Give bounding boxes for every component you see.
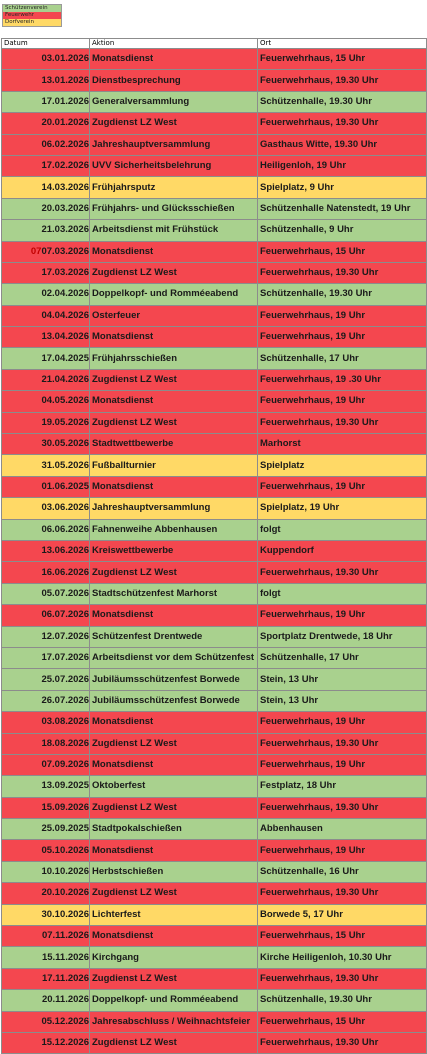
table-row [2,177,427,198]
table-row [2,1032,427,1053]
column-header-action: Aktion [90,39,258,49]
event-action: Arbeitsdienst vor dem Schützenfest [90,647,258,668]
table-row [2,647,427,668]
event-place: Sportplatz Drentwede, 18 Uhr [258,626,427,647]
table-row [2,904,427,925]
event-date [2,819,90,840]
table-row [2,861,427,882]
event-place: Schützenhalle, 17 Uhr [258,647,427,668]
event-date [2,605,90,626]
event-action: Monatsdienst [90,605,258,626]
table-row [2,840,427,861]
event-action: Monatsdienst [90,327,258,348]
event-action: Monatsdienst [90,391,258,412]
event-place: Feuerwehrhaus, 15 Uhr [258,1011,427,1032]
event-date [2,861,90,882]
event-date-text: 20.01.2026 [41,117,89,129]
event-date [2,797,90,818]
event-action: Monatsdienst [90,754,258,775]
event-date-text: 01.06.2025 [41,481,89,492]
event-place: Schützenhalle, 17 Uhr [258,348,427,369]
event-date-text: 19.05.2026 [41,416,89,428]
event-action: Jahresabschluss / Weihnachtsfeier [90,1011,258,1032]
event-date [2,134,90,155]
table-row [2,91,427,112]
event-date-text: 18.08.2026 [41,737,89,749]
event-action: Zugdienst LZ West [90,968,258,989]
event-place: Kuppendorf [258,540,427,561]
event-place: Festplatz, 18 Uhr [258,776,427,797]
event-action: Monatsdienst [90,840,258,861]
event-date-text: 13.09.2025 [41,780,89,792]
event-place: Feuerwehrhaus, 19 Uhr [258,391,427,412]
table-row [2,198,427,219]
event-date-text: 10.10.2026 [41,866,89,878]
event-date [2,412,90,433]
event-place: Spielplatz, 9 Uhr [258,177,427,198]
event-date [2,49,90,70]
table-row [2,476,427,497]
event-action: Monatsdienst [90,926,258,947]
table-row [2,968,427,989]
event-place: Feuerwehrhaus, 19 .30 Uhr [258,369,427,390]
event-date [2,348,90,369]
event-date-text: 06.02.2026 [41,138,89,150]
event-place: Spielplatz, 19 Uhr [258,498,427,519]
event-date-text: 21.03.2026 [41,224,89,236]
event-date-text: 05.12.2026 [41,1015,89,1027]
table-row [2,70,427,91]
event-place: Schützenhalle, 19.30 Uhr [258,91,427,112]
table-row [2,134,427,155]
event-action: Kreiswettbewerbe [90,540,258,561]
event-place: Feuerwehrhaus, 19 Uhr [258,754,427,775]
event-date [2,947,90,968]
event-date [2,690,90,711]
event-place: Marhorst [258,434,427,455]
event-date-text: 06.06.2026 [41,523,89,535]
event-place: Schützenhalle, 9 Uhr [258,220,427,241]
event-place: Feuerwehrhaus, 19 Uhr [258,476,427,497]
legend-item-dorfverein: Dorfverein [3,19,61,26]
table-row [2,990,427,1011]
event-action: Zugdienst LZ West [90,1032,258,1053]
column-header-date: Datum [2,39,90,49]
event-date [2,177,90,198]
table-row [2,797,427,818]
table-row [2,49,427,70]
event-action: Monatsdienst [90,49,258,70]
event-date [2,369,90,390]
event-action: Fahnenweihe Abbenhausen [90,519,258,540]
event-date-text: 31.05.2026 [41,459,89,471]
event-action: Jubiläumsschützenfest Borwede [90,669,258,690]
table-row [2,519,427,540]
table-row [2,690,427,711]
event-date [2,476,90,497]
event-date-text: 15.09.2026 [41,801,89,813]
event-action: Arbeitsdienst mit Frühstück [90,220,258,241]
event-action: Schützenfest Drentwede [90,626,258,647]
event-date [2,198,90,219]
table-row [2,369,427,390]
event-action: Stadtpokalschießen [90,819,258,840]
event-action: Zugdienst LZ West [90,883,258,904]
event-date [2,904,90,925]
event-place: Feuerwehrhaus, 19 Uhr [258,840,427,861]
event-date [2,990,90,1011]
event-date [2,968,90,989]
table-row [2,669,427,690]
event-action: Fußballturnier [90,455,258,476]
event-date [2,562,90,583]
event-place: Feuerwehrhaus, 19.30 Uhr [258,562,427,583]
event-place: Abbenhausen [258,819,427,840]
event-date-text: 04.04.2026 [41,309,89,321]
event-place: Heiligenloh, 19 Uhr [258,155,427,176]
event-place: Schützenhalle, 16 Uhr [258,861,427,882]
event-date [2,883,90,904]
event-place: Schützenhalle, 19.30 Uhr [258,990,427,1011]
event-action: Herbstschießen [90,861,258,882]
table-row [2,305,427,326]
table-row [2,155,427,176]
event-place: Feuerwehrhaus, 15 Uhr [258,49,427,70]
event-date-text: 17.07.2026 [41,652,89,664]
event-date-text: 17.03.2026 [41,267,89,279]
event-date [2,498,90,519]
event-action: Monatsdienst [90,476,258,497]
table-row [2,1011,427,1032]
event-date-text: 06.07.2026 [41,609,89,621]
event-date-text: 21.04.2026 [41,374,89,386]
event-date-text: 17.01.2026 [41,95,89,107]
event-place: Schützenhalle, 19.30 Uhr [258,284,427,305]
event-date [2,113,90,134]
event-date [2,220,90,241]
event-place: Stein, 13 Uhr [258,690,427,711]
event-place: Feuerwehrhaus, 19.30 Uhr [258,412,427,433]
event-date-text: 25.07.2026 [41,673,89,685]
event-date-text: 17.11.2026 [41,972,89,984]
schedule-table [1,38,427,1054]
event-place: Stein, 13 Uhr [258,669,427,690]
event-place: Feuerwehrhaus, 15 Uhr [258,241,427,262]
event-place: Feuerwehrhaus, 19.30 Uhr [258,70,427,91]
event-date [2,647,90,668]
event-date [2,669,90,690]
event-date-text: 13.01.2026 [41,74,89,86]
event-date [2,241,90,262]
legend-item-schuetzenverein: Schützenverein [3,5,61,12]
event-action: Stadtschützenfest Marhorst [90,583,258,604]
table-row [2,819,427,840]
event-place: Gasthaus Witte, 19.30 Uhr [258,134,427,155]
event-place: Schützenhalle Natenstedt, 19 Uhr [258,198,427,219]
event-date [2,626,90,647]
event-date-text: 25.09.2025 [41,823,89,835]
event-date-text: 15.11.2026 [41,951,89,963]
event-date-text: 05.10.2026 [41,844,89,856]
event-date-text: 16.06.2026 [41,566,89,578]
event-date [2,327,90,348]
event-date [2,70,90,91]
table-row [2,540,427,561]
event-date-text: 20.03.2026 [41,202,89,214]
event-action: Zugdienst LZ West [90,733,258,754]
event-date [2,305,90,326]
table-row [2,327,427,348]
event-date-text: 20.11.2026 [41,994,89,1006]
event-date-text: 05.07.2026 [41,587,89,599]
event-action: Lichterfest [90,904,258,925]
event-date [2,155,90,176]
event-date-text: 20.10.2026 [41,887,89,899]
table-row [2,412,427,433]
event-date [2,455,90,476]
table-row [2,434,427,455]
table-row [2,455,427,476]
table-row [2,348,427,369]
event-date [2,519,90,540]
date-prefix-mark: 07 [30,245,42,257]
event-date-text: 26.07.2026 [41,694,89,706]
event-action: Zugdienst LZ West [90,369,258,390]
event-date-text: 17.04.2025 [41,352,89,364]
table-row [2,754,427,775]
table-row [2,583,427,604]
event-date-text: 03.08.2026 [41,716,89,728]
table-row [2,391,427,412]
table-row [2,926,427,947]
event-action: Frühjahrsschießen [90,348,258,369]
event-action: Frühjahrs- und Glücksschießen [90,198,258,219]
table-row [2,562,427,583]
event-place: folgt [258,583,427,604]
event-date-text: 03.01.2026 [41,53,89,65]
event-date-text: 13.06.2026 [41,545,89,557]
event-action: Oktoberfest [90,776,258,797]
event-action: Doppelkopf- und Romméeabend [90,990,258,1011]
event-place: Borwede 5, 17 Uhr [258,904,427,925]
event-date-text: 07.03.2026 [41,245,89,257]
event-place: Feuerwehrhaus, 19 Uhr [258,327,427,348]
event-action: Zugdienst LZ West [90,797,258,818]
event-date-text: 30.05.2026 [41,438,89,450]
table-row [2,947,427,968]
event-action: Jahreshauptversammlung [90,134,258,155]
event-action: Dienstbesprechung [90,70,258,91]
event-action: Monatsdienst [90,712,258,733]
event-date [2,262,90,283]
header-row [2,39,427,49]
event-date-text: 15.12.2026 [41,1037,89,1049]
event-action: Doppelkopf- und Romméeabend [90,284,258,305]
event-date-text: 04.05.2026 [41,395,89,407]
event-date-text: 30.10.2026 [41,908,89,920]
event-place: Feuerwehrhaus, 19 Uhr [258,305,427,326]
table-row [2,883,427,904]
event-date-text: 14.03.2026 [41,181,89,193]
table-row [2,498,427,519]
event-date [2,91,90,112]
event-action: Zugdienst LZ West [90,113,258,134]
event-date [2,840,90,861]
event-date [2,926,90,947]
event-date-text: 02.04.2026 [41,288,89,300]
event-place: Feuerwehrhaus, 19 Uhr [258,605,427,626]
event-date-text: 13.04.2026 [41,331,89,343]
legend-item-feuerwehr: Feuerwehr [3,12,61,19]
event-date-text: 07.11.2026 [41,930,89,942]
event-action: Zugdienst LZ West [90,562,258,583]
event-date [2,1032,90,1053]
event-place: Feuerwehrhaus, 19.30 Uhr [258,733,427,754]
event-date [2,733,90,754]
event-date-text: 03.06.2026 [41,502,89,514]
event-place: Feuerwehrhaus, 19.30 Uhr [258,262,427,283]
table-row [2,241,427,262]
event-action: Frühjahrsputz [90,177,258,198]
table-row [2,626,427,647]
event-action: Monatsdienst [90,241,258,262]
table-row [2,605,427,626]
event-place: Feuerwehrhaus, 19.30 Uhr [258,1032,427,1053]
event-date-text: 07.09.2026 [41,759,89,771]
event-place: Feuerwehrhaus, 15 Uhr [258,926,427,947]
event-action: UVV Sicherheitsbelehrung [90,155,258,176]
table-row [2,733,427,754]
table-row [2,262,427,283]
event-date [2,776,90,797]
event-date-text: 17.02.2026 [41,160,89,172]
event-date [2,540,90,561]
table-row [2,220,427,241]
event-date [2,391,90,412]
event-action: Zugdienst LZ West [90,262,258,283]
event-place: Kirche Heiligenloh, 10.30 Uhr [258,947,427,968]
event-date [2,434,90,455]
event-action: Stadtwettbewerbe [90,434,258,455]
event-action: Jahreshauptversammlung [90,498,258,519]
event-place: folgt [258,519,427,540]
event-date [2,284,90,305]
event-place: Spielplatz [258,455,427,476]
column-header-place: Ort [258,39,427,49]
event-place: Feuerwehrhaus, 19.30 Uhr [258,968,427,989]
event-date [2,754,90,775]
event-place: Feuerwehrhaus, 19.30 Uhr [258,797,427,818]
event-date [2,583,90,604]
legend [2,4,62,27]
event-place: Feuerwehrhaus, 19.30 Uhr [258,113,427,134]
event-action: Jubiläumsschützenfest Borwede [90,690,258,711]
table-row [2,712,427,733]
event-action: Zugdienst LZ West [90,412,258,433]
event-action: Osterfeuer [90,305,258,326]
event-date-text: 12.07.2026 [41,630,89,642]
event-place: Feuerwehrhaus, 19.30 Uhr [258,883,427,904]
event-action: Generalversammlung [90,91,258,112]
table-row [2,776,427,797]
event-action: Kirchgang [90,947,258,968]
event-date [2,1011,90,1032]
table-row [2,113,427,134]
event-place: Feuerwehrhaus, 19 Uhr [258,712,427,733]
schedule-body [2,49,427,1054]
event-date [2,712,90,733]
table-row [2,284,427,305]
